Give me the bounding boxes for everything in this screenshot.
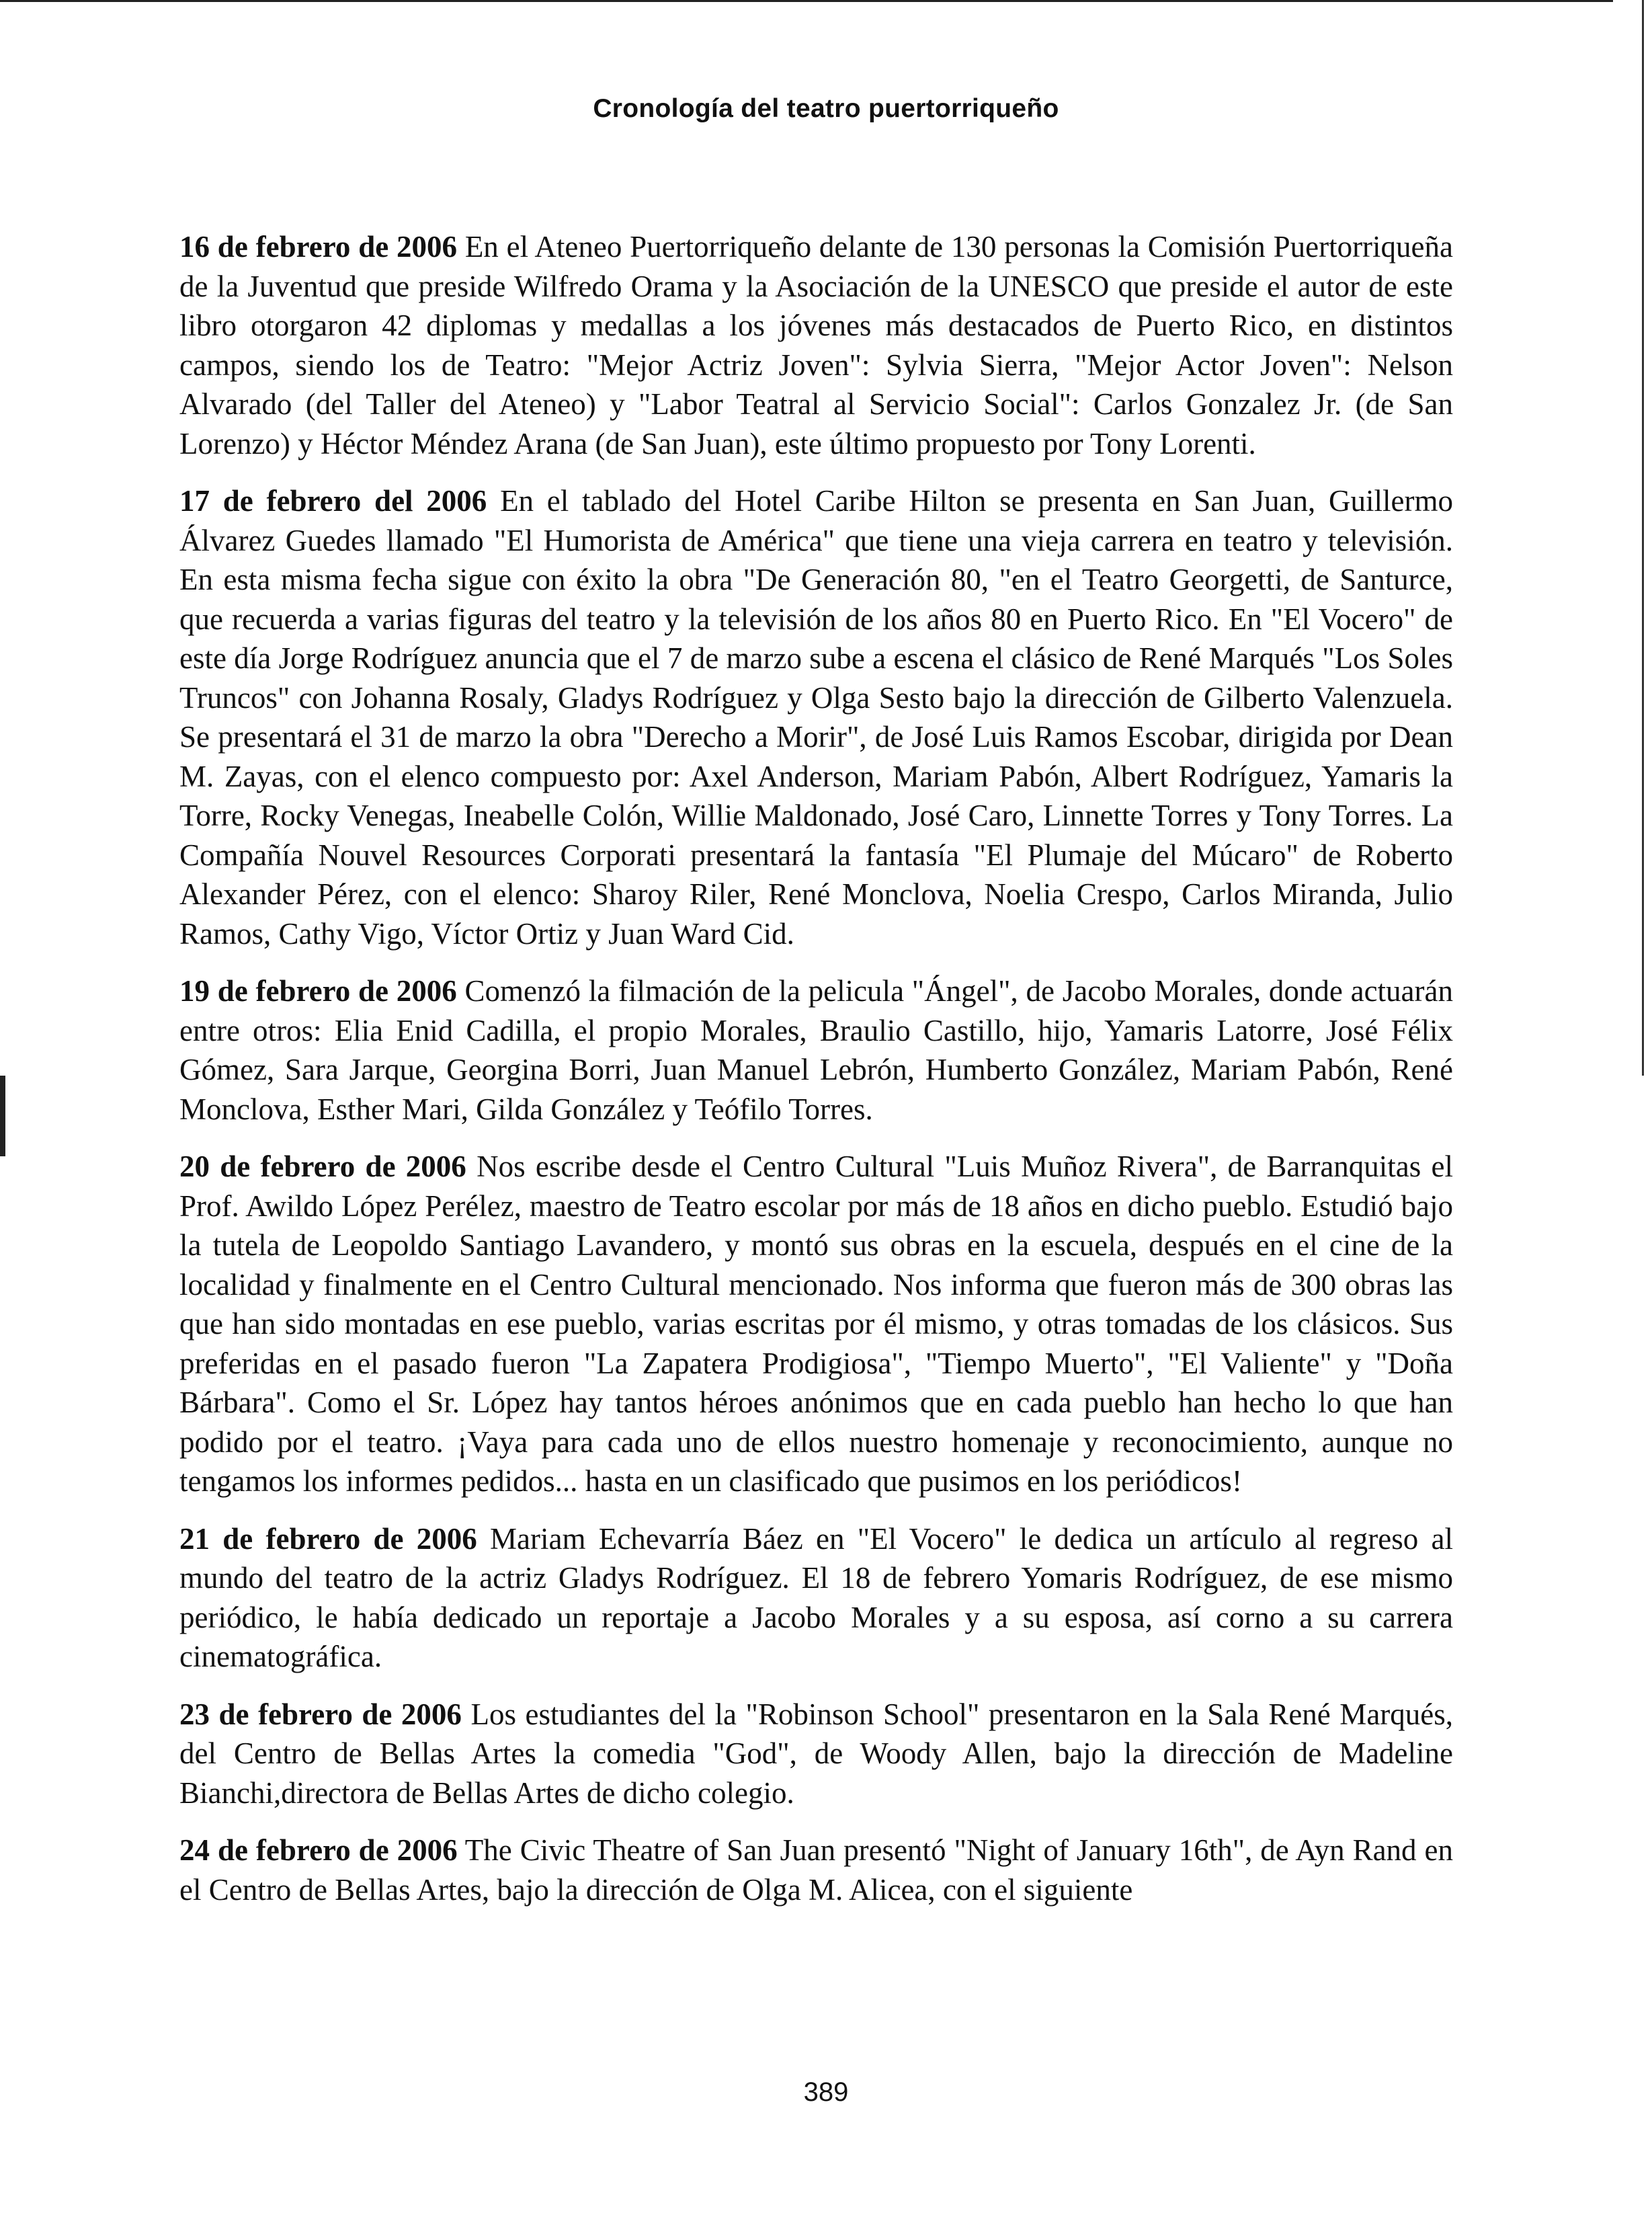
entry-date: 16 de febrero de 2006 [179,230,457,264]
scan-edge-right [1642,0,1644,1076]
entry-text: En el tablado del Hotel Caribe Hilton se presenta en San Juan, Guillermo Álvarez Guedes llamado "El Humorista de América" que tiene una vieja carrera en teatro y televisión. En esta misma fecha sigue con éxito la obra "De Generación 80, "en el Teatro Georgetti, de Santurce, que recuerda a varias figuras del teatro y la televisión de los años 80 en Puerto Rico. En "El Vocero" de este día Jorge Rodríguez anuncia que el 7 de marzo sube a escena el clásico de René Marqués "Los Soles Truncos" con Johanna Rosaly, Gladys Rodríguez y Olga Sesto bajo la dirección de Gilberto Valenzuela. Se presentará el 31 de marzo la obra "Derecho a Morir", de José Luis Ramos Escobar, dirigida por Dean M. Zayas, con el elenco compuesto por: Axel Anderson, Mariam Pabón, Albert Rodríguez, Yamaris la Torre, Rocky Venegas, Ineabelle Colón, Willie Maldonado, José Caro, Linnette Torres y Tony Torres. La Compañía Nouvel Resources Corporati presentará la fantasía "El Plumaje del Múcaro" de Roberto Alexander Pérez, con el elenco: Sharoy Riler, René Monclova, Noelia Crespo, Carlos Miranda, Julio Ramos, Cathy Vigo, Víctor Ortiz y Juan Ward Cid. [179,484,1454,951]
scan-edge-left-mark [0,1076,5,1156]
chronology-entry [179,1831,1453,1909]
scan-edge-top [0,0,1613,2]
entry-date: 19 de febrero de 2006 [179,974,457,1008]
entry-date: 20 de febrero de 2006 [179,1150,466,1183]
chronology-entry [179,971,1453,1129]
entry-date: 21 de febrero de 2006 [179,1521,477,1556]
chronology-entry [179,1519,1453,1677]
entry-text: En el Ateneo Puertorriqueño delante de 130 personas la Comisión Puertorriqueña de la Juventud que preside Wilfredo Orama y la Asociación de la UNESCO que preside el autor de este libro otorgaron 42 diplomas y medallas a los jóvenes más destacados de Puerto Rico, en distintos campos, siendo los de Teatro: "Mejor Actriz Joven": Sylvia Sierra, "Mejor Actor Joven": Nelson Alvarado (del Taller del Ateneo) y "Labor Teatral al Servicio Social": Carlos Gonzalez Jr. (de San Lorenzo) y Héctor Méndez Arana (de San Juan), este último propuesto por Tony Lorenti. [179,230,1453,461]
chronology-entry [179,1695,1453,1813]
entry-text: The Civic Theatre of San Juan presentó "Night of January 16th", de Ayn Rand en el Centro de Bellas Artes, bajo la dirección de Olga M. Alicea, con el siguiente [179,1833,1453,1907]
entry-date: 17 de febrero del 2006 [179,484,487,518]
entry-text: Comenzó la filmación de la pelicula "Ángel", de Jacobo Morales, donde actuarán entre otros: Elia Enid Cadilla, el propio Morales, Braulio Castillo, hijo, Yamaris Latorre, José Félix Gómez, Sara Jarque, Georgina Borri, Juan Manuel Lebrón, Humberto González, Mariam Pabón, René Monclova, Esther Mari, Gilda González y Teófilo Torres. [179,974,1453,1126]
running-header: Cronología del teatro puertorriqueño [593,94,1059,123]
entry-text: Nos escribe desde el Centro Cultural "Luis Muñoz Rivera", de Barranquitas el Prof. Awildo López Perélez, maestro de Teatro escolar por más de 18 años en dicho pueblo. Estudió bajo la tutela de Leopoldo Santiago Lavandero, y montó sus obras en la escuela, después en el cine de la localidad y finalmente en el Centro Cultural mencionado. Nos informa que fueron más de 300 obras las que han sido montadas en ese pueblo, varias escritas por él mismo, y otras tomadas de los clásicos. Sus preferidas en el pasado fueron "La Zapatera Prodigiosa", "Tiempo Muerto", "El Valiente" y "Doña Bárbara". Como el Sr. López hay tantos héroes anónimos que en cada pueblo han hecho lo que han podido por el teatro. ¡Vaya para cada uno de ellos nuestro homenaje y reconocimiento, aunque no tengamos los informes pedidos... hasta en un clasificado que pusimos en los periódicos! [179,1150,1454,1498]
page-number: 389 [803,2077,849,2107]
entry-text: Mariam Echevarría Báez en "El Vocero" le dedica un artículo al regreso al mundo del teatro de la actriz Gladys Rodríguez. El 18 de febrero Yomaris Rodríguez, de ese mismo periódico, le había dedicado un reportaje a Jacobo Morales y a su esposa, así corno a su carrera cinematográfica. [179,1521,1453,1673]
chronology-entry [179,481,1453,953]
entry-text: Los estudiantes del la "Robinson School" presentaron en la Sala René Marqués, del Centro de Bellas Artes la comedia "God", de Woody Allen, bajo la dirección de Madeline Bianchi,directora de Bellas Artes de dicho colegio. [179,1697,1454,1810]
chronology-entry [179,1147,1453,1501]
entry-date: 23 de febrero de 2006 [179,1697,462,1731]
page-body [179,227,1453,1927]
chronology-entry [179,227,1453,463]
entry-date: 24 de febrero de 2006 [179,1833,458,1867]
